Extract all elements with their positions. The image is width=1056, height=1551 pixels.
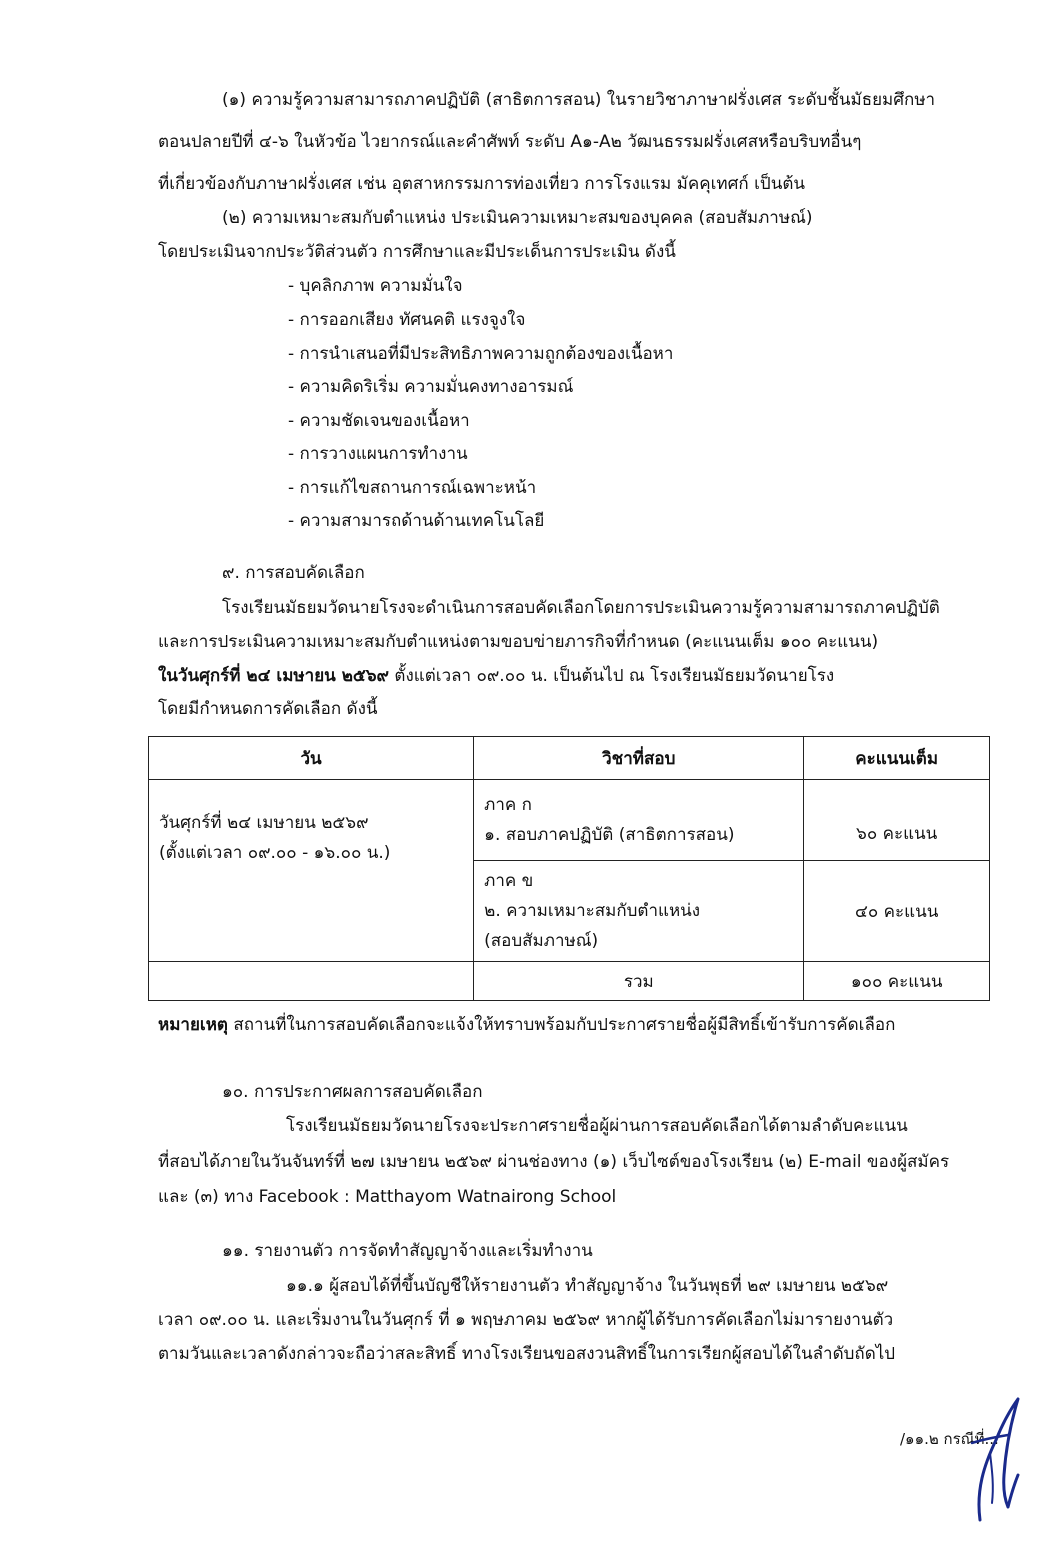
note-label: หมายเหตุ <box>158 1015 228 1035</box>
signature-mark <box>950 1395 1025 1525</box>
section10-heading: ๑๐. การประกาศผลการสอบคัดเลือก <box>222 1082 483 1102</box>
note-line <box>158 1013 895 1037</box>
header-subject: วิชาที่สอบ <box>474 737 804 780</box>
criteria-item2-line1: (๒) ความเหมาะสมกับตำแหน่ง ประเมินความเหมาะสมของบุคคล (สอบสัมภาษณ์) <box>222 208 813 228</box>
day-line1: วันศุกร์ที่ ๒๔ เมษายน ๒๕๖๙ <box>159 813 369 833</box>
section11-line3: ตามวันและเวลาดังกล่าวจะถือว่าสละสิทธิ์ ทางโรงเรียนขอสงวนสิทธิ์ในการเรียกผู้สอบได้ในลำดับถัดไป <box>158 1344 896 1364</box>
continuation-marker: /๑๑.๒ กรณีที่... <box>900 1430 999 1448</box>
schedule-table <box>148 736 990 1001</box>
criteria-item1-line1: (๑) ความรู้ความสามารถภาคปฏิบัติ (สาธิตการสอน) ในรายวิชาภาษาฝรั่งเศส ระดับชั้นมัธยมศึกษา <box>222 90 936 110</box>
criteria-item1-line2: ตอนปลายปีที่ ๔-๖ ในหัวข้อ ไวยากรณ์และคำศัพท์ ระดับ A๑-A๒ วัฒนธรรมฝรั่งเศสหรือบริบทอื่นๆ <box>158 132 862 152</box>
partB-subject-line2: (สอบสัมภาษณ์) <box>484 931 599 951</box>
partB-cell <box>474 861 804 962</box>
criteria-bullet: - การวางแผนการทำงาน <box>288 444 468 464</box>
criteria-bullet: - บุคลิกภาพ ความมั่นใจ <box>288 276 463 296</box>
note-text: สถานที่ในการสอบคัดเลือกจะแจ้งให้ทราบพร้อมกับประกาศรายชื่อผู้มีสิทธิ์เข้ารับการคัดเลือก <box>227 1015 896 1035</box>
criteria-item1-line3: ที่เกี่ยวข้องกับภาษาฝรั่งเศส เช่น อุตสาหกรรมการท่องเที่ยว การโรงแรม มัคคุเทศก์ เป็นต้น <box>158 174 806 194</box>
partA-cell <box>474 780 804 861</box>
partA-score: ๖๐ คะแนน <box>804 780 990 861</box>
total-blank <box>149 962 474 1001</box>
header-score: คะแนนเต็ม <box>804 737 990 780</box>
section10-line3: และ (๓) ทาง Facebook : Matthayom Watnairong School <box>158 1187 617 1207</box>
section9-heading: ๙. การสอบคัดเลือก <box>222 563 365 583</box>
partA-subject: ๑. สอบภาคปฏิบัติ (สาธิตการสอน) <box>484 825 735 845</box>
section9-line1: โรงเรียนมัธยมวัดนายโรงจะดำเนินการสอบคัดเลือกโดยการประเมินความรู้ความสามารถภาคปฏิบัติ <box>222 598 940 618</box>
section10-line1: โรงเรียนมัธยมวัดนายโรงจะประกาศรายชื่อผู้ผ่านการสอบคัดเลือกได้ตามลำดับคะแนน <box>286 1116 908 1136</box>
section9-line3-rest: ตั้งแต่เวลา ๐๙.๐๐ น. เป็นต้นไป ณ โรงเรียนมัธยมวัดนายโรง <box>389 666 835 686</box>
section9-date-bold: ในวันศุกร์ที่ ๒๔ เมษายน ๒๕๖๙ <box>158 666 390 686</box>
section11-line2: เวลา ๐๙.๐๐ น. และเริ่มงานในวันศุกร์ ที่ ๑ พฤษภาคม ๒๕๖๙ หากผู้ได้รับการคัดเลือกไม่มารายงานตัว <box>158 1310 894 1330</box>
section10-line2: ที่สอบได้ภายในวันจันทร์ที่ ๒๗ เมษายน ๒๕๖๙ ผ่านช่องทาง (๑) เว็บไซต์ของโรงเรียน (๒) E-mail ของผู้สมัคร <box>158 1152 950 1172</box>
table-row <box>149 780 990 861</box>
total-label: รวม <box>474 962 804 1001</box>
criteria-item2-line2: โดยประเมินจากประวัติส่วนตัว การศึกษาและมีประเด็นการประเมิน ดังนี้ <box>158 242 676 262</box>
section11-line1: ๑๑.๑ ผู้สอบได้ที่ขึ้นบัญชีให้รายงานตัว ทำสัญญาจ้าง ในวันพุธที่ ๒๙ เมษายน ๒๕๖๙ <box>286 1276 889 1296</box>
criteria-bullet: - ความชัดเจนของเนื้อหา <box>288 411 470 431</box>
partA-label: ภาค ก <box>484 795 532 815</box>
partB-subject-line1: ๒. ความเหมาะสมกับตำแหน่ง <box>484 901 701 921</box>
table-header-row <box>149 737 990 780</box>
header-day: วัน <box>149 737 474 780</box>
criteria-bullet: - ความคิดริเริ่ม ความมั่นคงทางอารมณ์ <box>288 377 574 397</box>
section9-line4: โดยมีกำหนดการคัดเลือก ดังนี้ <box>158 699 378 719</box>
table-total-row <box>149 962 990 1001</box>
section9-line2: และการประเมินความเหมาะสมกับตำแหน่งตามขอบข่ายภารกิจที่กำหนด (คะแนนเต็ม ๑๐๐ คะแนน) <box>158 632 879 652</box>
criteria-bullet: - การออกเสียง ทัศนคติ แรงจูงใจ <box>288 310 526 330</box>
section11-heading: ๑๑. รายงานตัว การจัดทำสัญญาจ้างและเริ่มทำงาน <box>222 1241 593 1261</box>
day-cell <box>149 780 474 962</box>
criteria-bullet: - การแก้ไขสถานการณ์เฉพาะหน้า <box>288 478 537 498</box>
section9-line3 <box>158 664 834 688</box>
criteria-bullet: - ความสามารถด้านด้านเทคโนโลยี <box>288 511 545 531</box>
criteria-bullet: - การนำเสนอที่มีประสิทธิภาพความถูกต้องของเนื้อหา <box>288 344 674 364</box>
total-score: ๑๐๐ คะแนน <box>804 962 990 1001</box>
day-line2: (ตั้งแต่เวลา ๐๙.๐๐ - ๑๖.๐๐ น.) <box>159 843 391 863</box>
partB-label: ภาค ข <box>484 871 534 891</box>
partB-score: ๔๐ คะแนน <box>804 861 990 962</box>
